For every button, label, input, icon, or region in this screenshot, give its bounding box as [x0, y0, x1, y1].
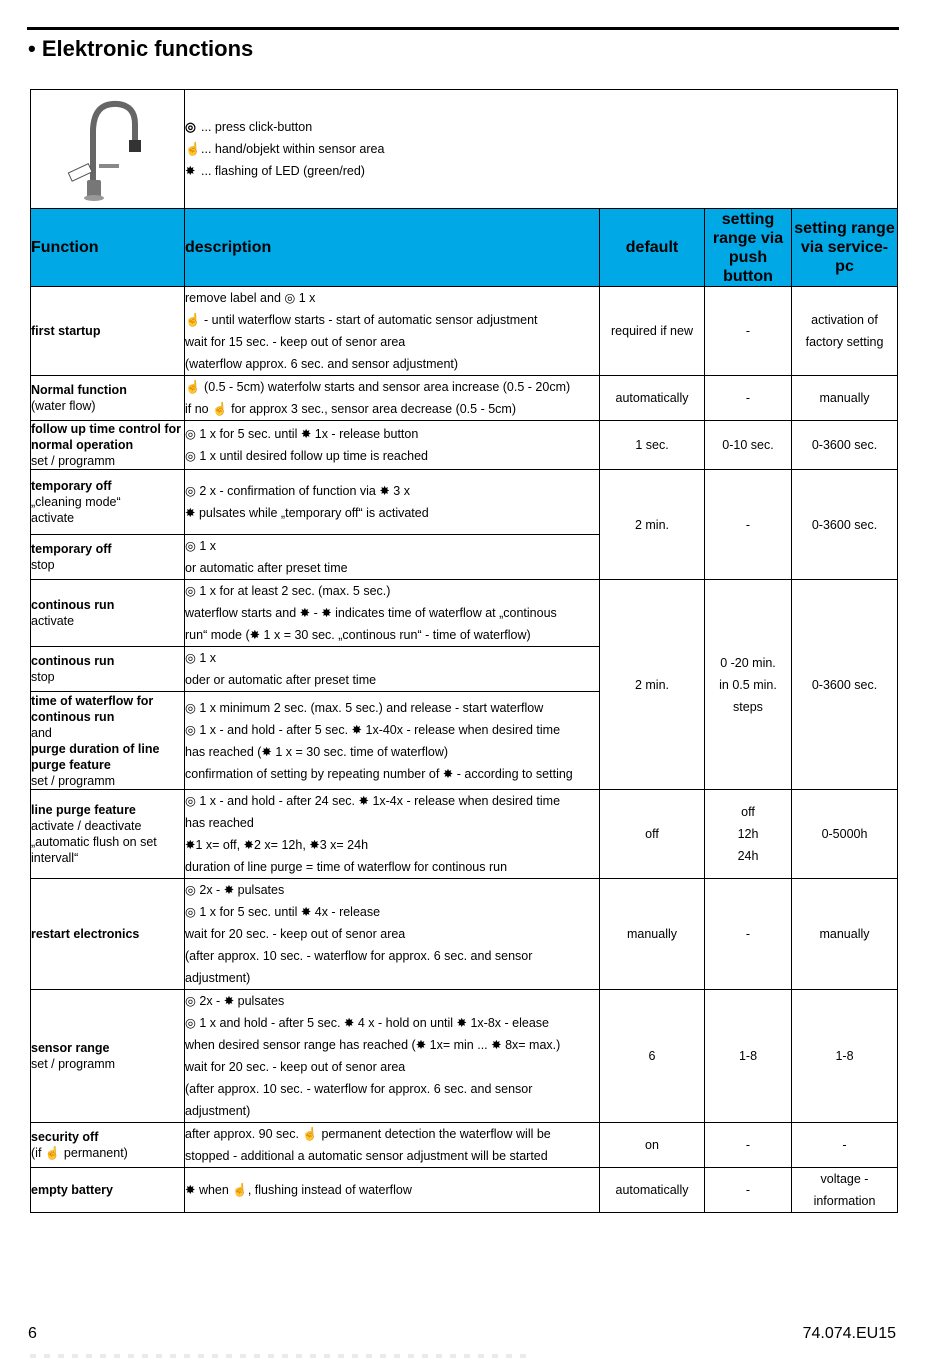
pc-range-cell-line: manually	[819, 927, 870, 941]
description-line: ◎ 1 x	[185, 651, 217, 665]
default-cell: on	[600, 1123, 705, 1168]
page-title: • Elektronic functions	[28, 36, 254, 61]
description-line: ◎ 1 x for 5 sec. until ✸ 4x - release	[185, 905, 381, 919]
pc-range-cell	[792, 990, 898, 1123]
default-cell: automatically	[600, 1168, 705, 1213]
pc-range-cell-line: 1-8	[835, 1049, 854, 1063]
description-line: wait for 20 sec. - keep out of senor area	[185, 1060, 406, 1074]
header-row	[31, 209, 898, 287]
function-title: follow up time control for normal operation	[31, 422, 181, 452]
push-range-cell: -	[705, 879, 792, 990]
description-line: ◎ 1 x and hold - after 5 sec. ✸ 4 x - hold on until ✸ 1x-8x - elease	[185, 1016, 549, 1030]
description-line: ✸1 x= off, ✸2 x= 12h, ✸3 x= 24h	[185, 838, 369, 852]
function-title: time of waterflow for continous run	[31, 693, 154, 724]
push-range-cell	[705, 790, 792, 879]
table-row	[31, 580, 898, 647]
default-cell: automatically	[600, 376, 705, 421]
function-cell	[31, 790, 185, 879]
function-subtitle: activate	[31, 614, 75, 628]
pc-range-cell-line: voltage -	[820, 1172, 869, 1186]
description-cell	[185, 470, 600, 535]
description-cell	[185, 990, 600, 1123]
function-subtitle: „cleaning mode“ activate	[31, 495, 121, 525]
function-title: continous run	[31, 654, 115, 668]
faucet-image	[31, 90, 185, 209]
header-description: description	[185, 209, 600, 287]
header-pc: setting range via service-pc	[792, 209, 898, 287]
legend-click-text: ... press click-button	[201, 120, 313, 134]
bottom-faint-line	[30, 1354, 530, 1358]
function-title: continous run	[31, 598, 115, 612]
function-cell	[31, 376, 185, 421]
description-line: ◎ 1 x minimum 2 sec. (max. 5 sec.) and release - start waterflow	[185, 700, 544, 715]
table-row	[31, 287, 898, 376]
function-subtitle: set / programm	[31, 1057, 116, 1071]
description-line: (after approx. 10 sec. - waterflow for approx. 6 sec. and sensor	[185, 1082, 533, 1096]
functions-table	[30, 89, 898, 1213]
function-cell	[31, 535, 185, 580]
legend-led-text: ... flashing of LED (green/red)	[201, 164, 365, 178]
function-cell	[31, 421, 185, 470]
description-line: ◎ 1 x - and hold - after 5 sec. ✸ 1x-40x - release when desired time	[185, 722, 561, 737]
description-cell	[185, 879, 600, 990]
table-row	[31, 1123, 898, 1168]
description-line: ◎ 1 x for 5 sec. until ✸ 1x - release button	[185, 427, 419, 441]
function-title: line purge feature	[31, 803, 136, 817]
description-line: ◎ 1 x	[185, 539, 217, 553]
push-range-cell: -	[705, 287, 792, 376]
pc-range-cell	[792, 1168, 898, 1213]
push-range-cell-line: off	[741, 805, 755, 819]
push-range-cell: 1-8	[705, 990, 792, 1123]
function-title: security off	[31, 1130, 99, 1144]
push-range-cell: -	[705, 470, 792, 580]
push-range-cell: -	[705, 376, 792, 421]
function-subtitle: stop	[31, 670, 55, 684]
description-line: ✸ pulsates while „temporary off“ is activated	[185, 506, 429, 520]
description-line: stopped - additional a automatic sensor adjustment will be started	[185, 1149, 548, 1163]
function-subtitle: activate / deactivate „automatic flush on set intervall“	[31, 819, 157, 865]
header-function: Function	[31, 209, 185, 287]
push-range-cell-line: 12h	[737, 827, 759, 841]
function-cell	[31, 1168, 185, 1213]
function-title-2: purge duration of line purge feature	[31, 741, 160, 772]
table-row	[31, 376, 898, 421]
description-line: remove label and ◎ 1 x	[185, 291, 316, 305]
push-range-cell-line: steps	[733, 699, 763, 714]
default-cell: manually	[600, 879, 705, 990]
function-subtitle: (if ☝ permanent)	[31, 1146, 128, 1160]
description-line: after approx. 90 sec. ☝ permanent detection the waterflow will be	[185, 1127, 551, 1141]
legend-click	[185, 116, 897, 138]
default-cell: 1 sec.	[600, 421, 705, 470]
faucet-icon	[63, 92, 153, 202]
description-line: when desired sensor range has reached (✸ 1x= min ... ✸ 8x= max.)	[185, 1038, 561, 1052]
description-cell	[185, 692, 600, 790]
pc-range-cell: 0-3600 sec.	[792, 470, 898, 580]
pc-range-cell	[792, 287, 898, 376]
pc-range-cell	[792, 1123, 898, 1168]
pc-range-cell-line: activation of	[811, 313, 878, 327]
push-range-cell: -	[705, 1168, 792, 1213]
hand-icon: ☝	[185, 142, 201, 156]
pc-range-cell-line: factory setting	[805, 335, 884, 349]
pc-range-cell-line: 0-5000h	[821, 827, 868, 841]
function-cell	[31, 580, 185, 647]
pc-range-cell-line: 0-3600 sec.	[811, 438, 878, 452]
description-line: waterflow starts and ✸ - ✸ indicates time of waterflow at „continous	[185, 606, 557, 620]
description-cell	[185, 287, 600, 376]
description-line: (waterflow approx. 6 sec. and sensor adjustment)	[185, 357, 459, 371]
table-row	[31, 790, 898, 879]
pc-range-cell-line: manually	[819, 391, 870, 405]
table-row	[31, 1168, 898, 1213]
pc-range-cell	[792, 421, 898, 470]
description-line: ✸ when ☝, flushing instead of waterflow	[185, 1183, 412, 1197]
led-flash-icon: ✸	[185, 164, 196, 178]
description-cell	[185, 1123, 600, 1168]
pc-range-cell	[792, 790, 898, 879]
description-cell	[185, 790, 600, 879]
push-range-cell-line: 24h	[737, 849, 759, 863]
description-line: ◎ 1 x until desired follow up time is reached	[185, 449, 428, 463]
description-line: ◎ 2x - ✸ pulsates	[185, 994, 285, 1008]
description-line: ☝ (0.5 - 5cm) waterfolw starts and sensor area increase (0.5 - 20cm)	[185, 380, 571, 394]
function-title: first startup	[31, 324, 101, 338]
description-line: ◎ 2x - ✸ pulsates	[185, 883, 285, 897]
function-cell	[31, 692, 185, 790]
description-line: ◎ 1 x for at least 2 sec. (max. 5 sec.)	[185, 584, 391, 598]
function-subtitle: (water flow)	[31, 399, 96, 413]
pc-range-cell-line: information	[813, 1194, 876, 1208]
legend-led	[185, 160, 897, 182]
pc-range-cell: 0-3600 sec.	[792, 580, 898, 790]
pc-range-cell	[792, 879, 898, 990]
description-cell	[185, 535, 600, 580]
push-range-cell-line: in 0.5 min.	[719, 677, 777, 692]
document-code: 74.074.EU15	[802, 1325, 896, 1342]
click-button-icon: ◎	[185, 120, 196, 134]
function-title: temporary off	[31, 479, 112, 493]
default-cell: off	[600, 790, 705, 879]
description-line: run“ mode (✸ 1 x = 30 sec. „continous run“ - time of waterflow)	[185, 628, 531, 642]
function-cell	[31, 879, 185, 990]
description-line: has reached	[185, 816, 254, 830]
description-cell	[185, 647, 600, 692]
description-cell	[185, 1168, 600, 1213]
top-rule	[27, 27, 899, 30]
table-row	[31, 470, 898, 535]
function-title: sensor range	[31, 1041, 110, 1055]
legend-row	[31, 90, 898, 209]
function-and: and	[31, 725, 52, 740]
default-cell: 6	[600, 990, 705, 1123]
description-cell	[185, 376, 600, 421]
pc-range-cell	[792, 376, 898, 421]
header-push: setting range via push button	[705, 209, 792, 287]
function-cell	[31, 287, 185, 376]
push-range-cell	[705, 580, 792, 790]
description-line: duration of line purge = time of waterflow for continous run	[185, 860, 508, 874]
function-subtitle: set / programm	[31, 773, 116, 788]
pc-range-cell-line: -	[842, 1138, 847, 1152]
description-line: oder or automatic after preset time	[185, 673, 377, 687]
function-cell	[31, 647, 185, 692]
description-cell	[185, 421, 600, 470]
function-title: empty battery	[31, 1183, 113, 1197]
symbol-legend	[185, 90, 898, 209]
description-line: wait for 15 sec. - keep out of senor area	[185, 335, 406, 349]
description-line: confirmation of setting by repeating number of ✸ - according to setting	[185, 766, 573, 781]
function-title: Normal function	[31, 383, 127, 397]
default-cell: required if new	[600, 287, 705, 376]
push-range-cell: 0-10 sec.	[705, 421, 792, 470]
description-cell	[185, 580, 600, 647]
description-line: ◎ 2 x - confirmation of function via ✸ 3 x	[185, 484, 410, 498]
function-title: temporary off	[31, 542, 112, 556]
function-subtitle: set / programm	[31, 454, 116, 468]
description-line: (after approx. 10 sec. - waterflow for approx. 6 sec. and sensor	[185, 949, 533, 963]
legend-hand-text: ... hand/objekt within sensor area	[201, 142, 385, 156]
push-range-cell-line: 0 -20 min.	[720, 655, 776, 670]
default-cell: 2 min.	[600, 470, 705, 580]
description-line: ◎ 1 x - and hold - after 24 sec. ✸ 1x-4x - release when desired time	[185, 794, 561, 808]
table-row	[31, 990, 898, 1123]
header-default: default	[600, 209, 705, 287]
description-line: wait for 20 sec. - keep out of senor area	[185, 927, 406, 941]
description-line: if no ☝ for approx 3 sec., sensor area decrease (0.5 - 5cm)	[185, 402, 516, 416]
description-line: adjustment)	[185, 971, 251, 985]
push-range-cell: -	[705, 1123, 792, 1168]
description-line: or automatic after preset time	[185, 561, 348, 575]
function-title: restart electronics	[31, 927, 140, 941]
table-row	[31, 879, 898, 990]
default-cell: 2 min.	[600, 580, 705, 790]
function-cell	[31, 1123, 185, 1168]
table-row	[31, 421, 898, 470]
description-line: has reached (✸ 1 x = 30 sec. time of waterflow)	[185, 744, 449, 759]
page-number: 6	[28, 1325, 37, 1342]
function-cell	[31, 990, 185, 1123]
description-line: ☝ - until waterflow starts - start of automatic sensor adjustment	[185, 313, 538, 327]
legend-hand	[185, 138, 897, 160]
function-cell	[31, 470, 185, 535]
function-subtitle: stop	[31, 558, 55, 572]
description-line: adjustment)	[185, 1104, 251, 1118]
